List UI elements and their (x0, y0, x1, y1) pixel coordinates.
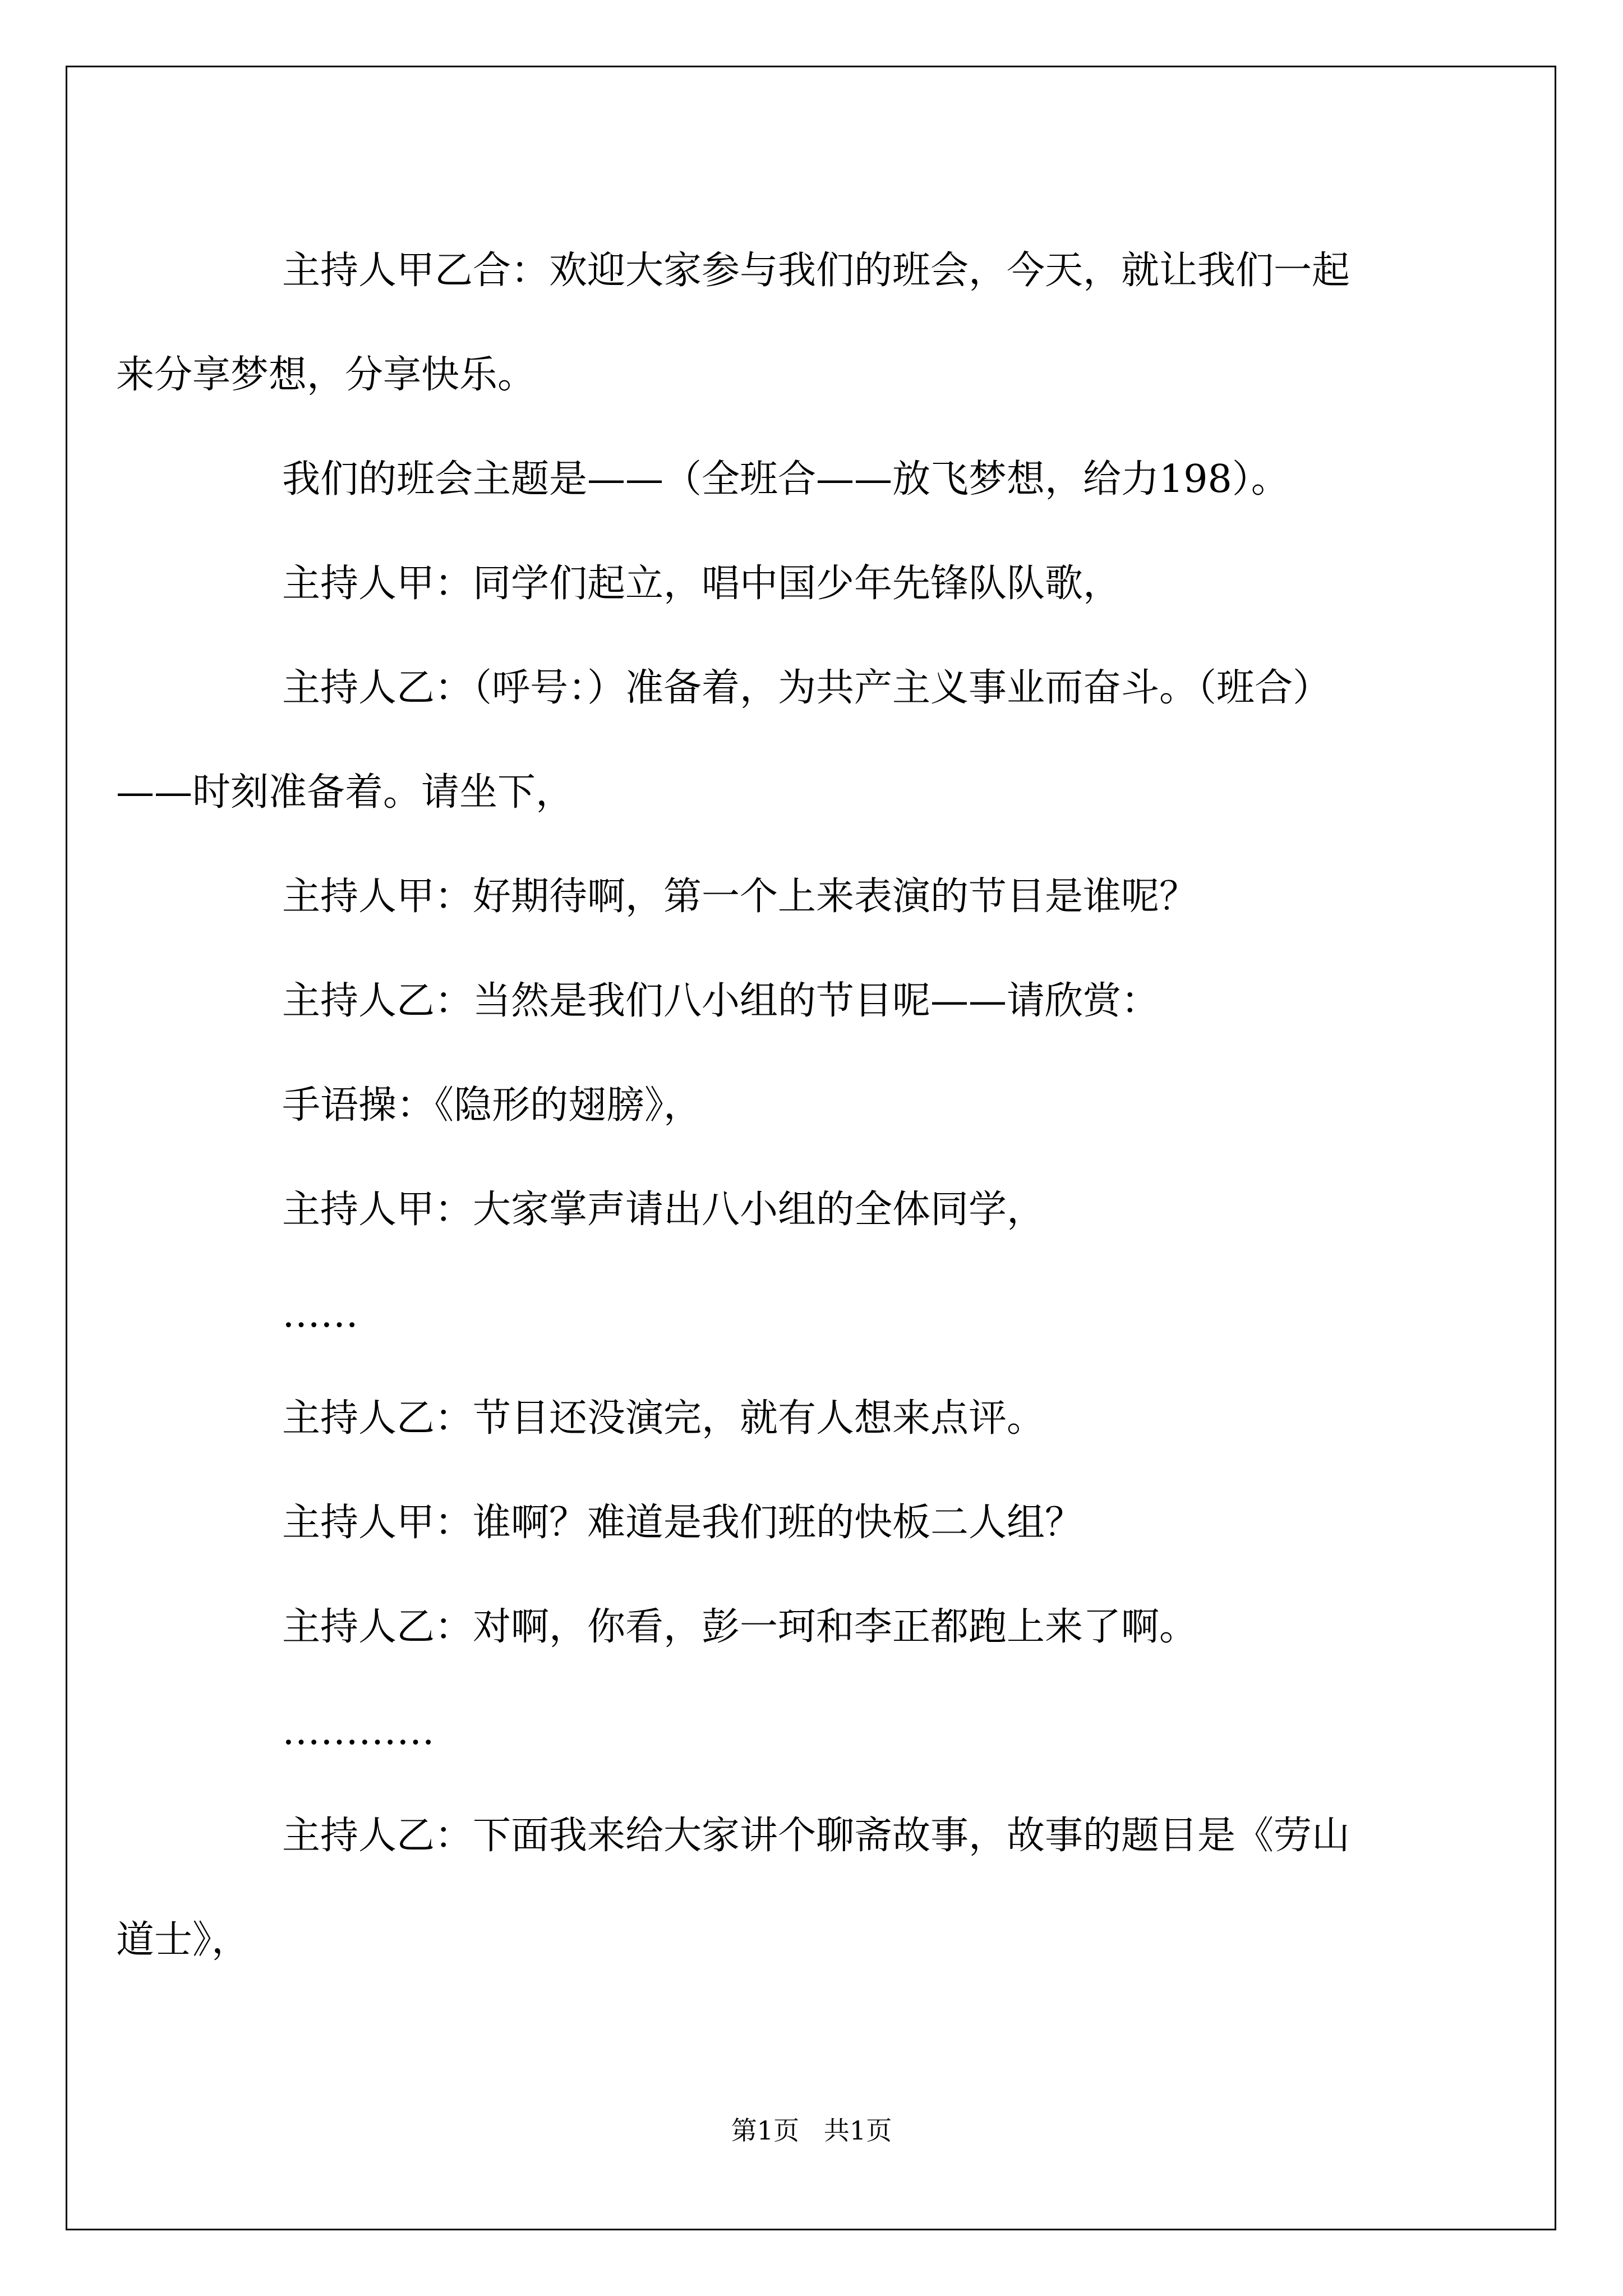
paragraph-6: 主持人乙：当然是我们八小组的节目呢——请欣赏： (282, 979, 1160, 1023)
paragraph-12: 主持人乙：对啊，你看，彭一珂和李正都跑上来了啊。 (282, 1605, 1198, 1649)
paragraph-9: …… (282, 1292, 358, 1336)
paragraph-14: 主持人乙：下面我来给大家讲个聊斋故事，故事的题目是《劳山 道士》， (116, 1814, 1350, 1962)
paragraph-5: 主持人甲：好期待啊，第一个上来表演的节目是谁呢？ (282, 875, 1198, 919)
paragraph-10: 主持人乙：节目还没演完，就有人想来点评。 (282, 1396, 1045, 1441)
paragraph-3: 主持人甲：同学们起立，唱中国少年先锋队队歌， (282, 562, 1122, 606)
document-body (116, 219, 1433, 1993)
paragraph-11: 主持人甲：谁啊？难道是我们班的快板二人组？ (282, 1501, 1083, 1545)
paragraph-2: 我们的班会主题是——（全班合——放飞梦想，给力198）。 (282, 457, 1289, 501)
paragraph-1: 主持人甲乙合：欢迎大家参与我们的班会，今天，就让我们一起 来分享梦想，分享快乐。 (116, 249, 1350, 397)
paragraph-7: 手语操：《隐形的翅膀》， (282, 1083, 702, 1128)
paragraph-4: 主持人乙：（呼号：）准备着，为共产主义事业而奋斗。（班合） ——时刻准备着。请坐下， (116, 666, 1331, 815)
page-footer (0, 2114, 1623, 2147)
page-number-label: 第1页 共1页 (731, 2115, 892, 2146)
paragraph-13: ………… (282, 1709, 435, 1754)
paragraph-8: 主持人甲：大家掌声请出八小组的全体同学， (282, 1188, 1045, 1232)
